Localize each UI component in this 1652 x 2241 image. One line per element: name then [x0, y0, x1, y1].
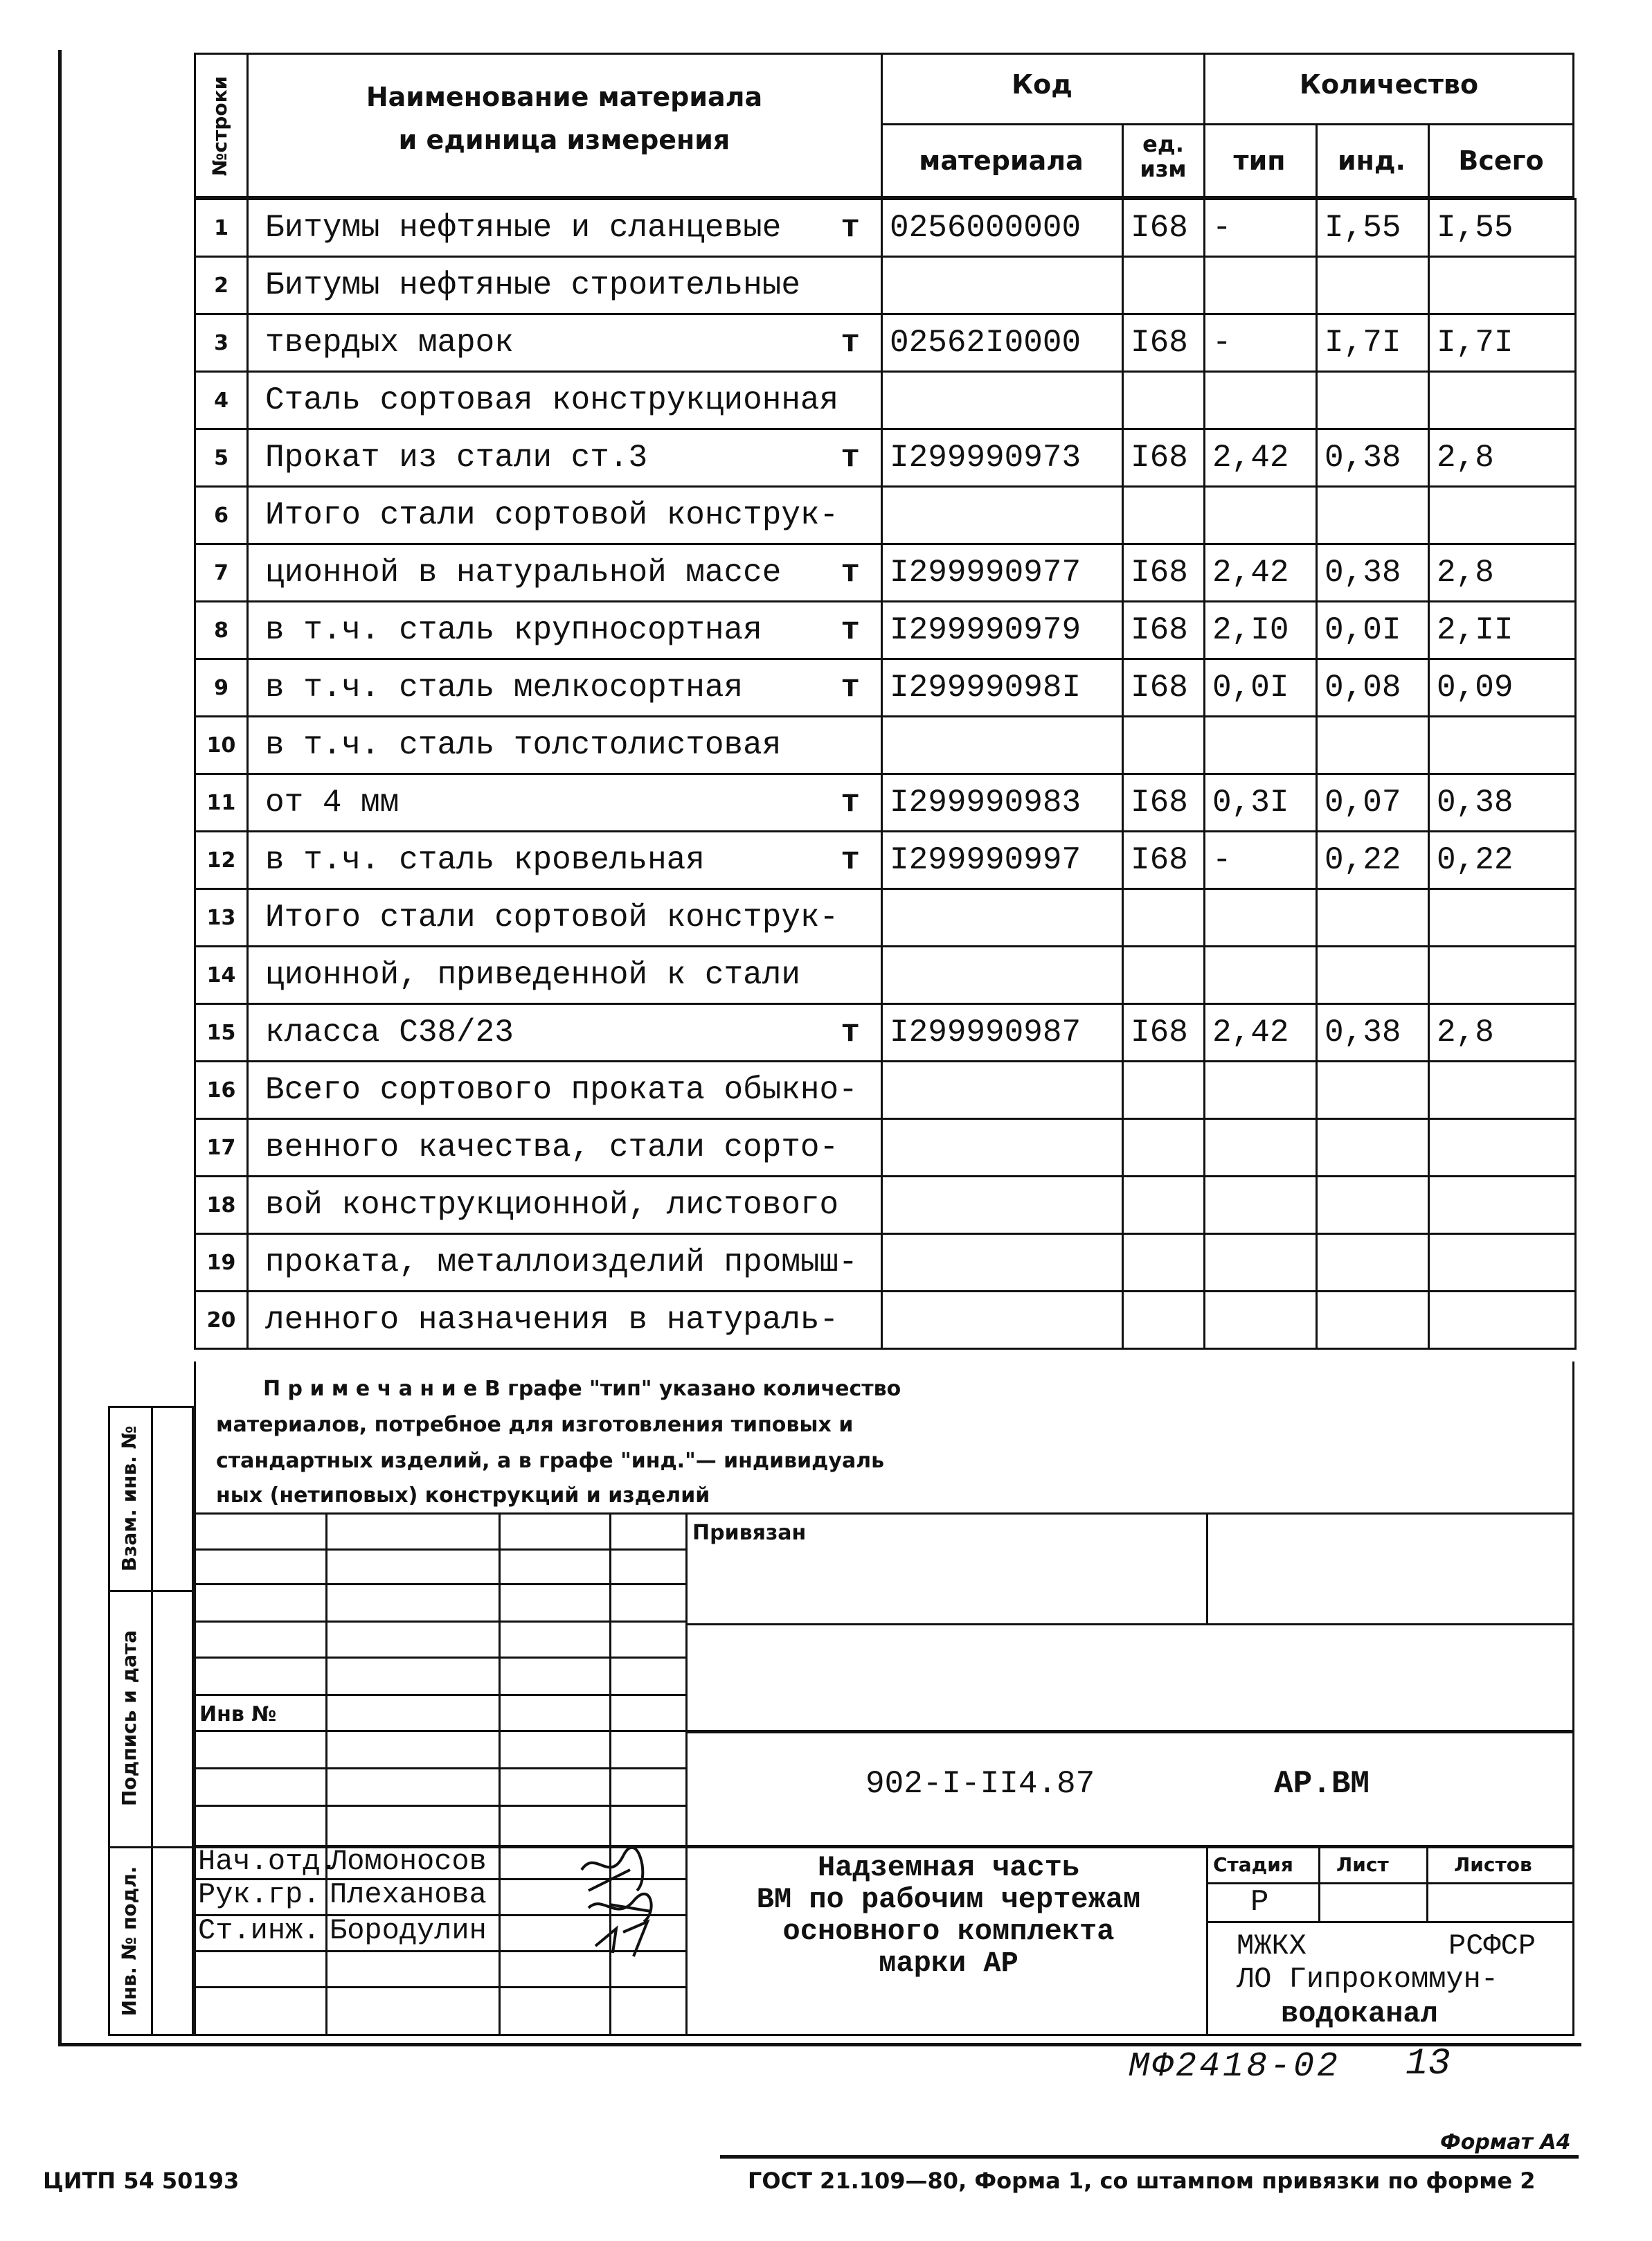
table-row	[195, 199, 1576, 257]
qty-ind-header: инд.	[1337, 145, 1406, 176]
unit-mark: т	[841, 210, 860, 246]
note-line4: ных (нетиповых) конструкций и изделий	[216, 1483, 710, 1508]
qty-total-cell	[1429, 1062, 1576, 1119]
material-name-cell	[248, 717, 882, 774]
qty-type-cell	[1205, 717, 1317, 774]
unit-code-cell	[1123, 372, 1205, 429]
material-name: проката, металлоизделий промыш-	[265, 1244, 858, 1280]
doc-code: 902-I-II4.87	[865, 1766, 1095, 1802]
qty-ind-cell: 0,38	[1317, 1004, 1429, 1062]
unit-code-cell: I68	[1123, 1004, 1205, 1062]
qty-ind-cell: 0,38	[1317, 429, 1429, 487]
qty-total-cell: 2,8	[1429, 1004, 1576, 1062]
table-row	[195, 1234, 1576, 1292]
qty-type-cell	[1205, 487, 1317, 544]
qty-total-cell	[1429, 372, 1576, 429]
material-code-cell	[882, 257, 1123, 314]
qty-type-cell	[1205, 1062, 1317, 1119]
doc-mark: АР.ВМ	[1274, 1766, 1370, 1802]
privyazan-label: Привязан	[692, 1521, 807, 1545]
doc-title	[692, 1852, 1205, 1979]
materials-table	[194, 198, 1577, 1350]
material-code-cell	[882, 1062, 1123, 1119]
material-code-cell	[882, 1177, 1123, 1234]
qty-type-cell: -	[1205, 832, 1317, 889]
material-name: в т.ч. сталь крупносортная	[265, 612, 762, 648]
qty-ind-cell	[1317, 1062, 1429, 1119]
qty-ind-cell	[1317, 947, 1429, 1004]
qty-total-cell	[1429, 1234, 1576, 1292]
material-name: Сталь сортовая конструкционная	[265, 382, 839, 418]
qty-total-cell: 2,8	[1429, 544, 1576, 602]
row-number-cell: 14	[195, 947, 248, 1004]
table-row	[195, 429, 1576, 487]
material-name-cell	[248, 602, 882, 659]
qty-type-cell: -	[1205, 314, 1317, 372]
row-number-cell: 11	[195, 774, 248, 832]
qty-total-cell: I,7I	[1429, 314, 1576, 372]
unit-mark: т	[841, 785, 860, 821]
org-name-line2: водоканал	[1281, 1997, 1438, 2030]
material-name: в т.ч. сталь мелкосортная	[265, 670, 744, 706]
side-label-podpis: Подпись и дата	[118, 1630, 141, 1807]
archive-number: МФ2418-02	[1129, 2047, 1341, 2087]
row-number-cell: 6	[195, 487, 248, 544]
material-code-cell	[882, 1119, 1123, 1177]
material-name: ленного назначения в натураль-	[265, 1302, 839, 1338]
unit-mark: т	[841, 440, 860, 476]
qty-ind-cell	[1317, 372, 1429, 429]
material-name: вой конструкционной, листового	[265, 1187, 839, 1223]
unit-code-cell	[1123, 889, 1205, 947]
table-row	[195, 889, 1576, 947]
qty-total-cell: 0,22	[1429, 832, 1576, 889]
material-name-cell	[248, 659, 882, 717]
qty-type-cell: 0,3I	[1205, 774, 1317, 832]
unit-code-cell	[1123, 1177, 1205, 1234]
doc-title-line4: марки АР	[879, 1947, 1018, 1980]
material-name-cell	[248, 832, 882, 889]
unit-code-cell	[1123, 947, 1205, 1004]
qty-type-cell	[1205, 1177, 1317, 1234]
qty-type-cell: 2,42	[1205, 1004, 1317, 1062]
unit-mark: т	[841, 1015, 860, 1051]
material-code-cell: I29999098I	[882, 659, 1123, 717]
qty-type-cell	[1205, 947, 1317, 1004]
table-row	[195, 1004, 1576, 1062]
unit-mark: т	[841, 612, 860, 648]
unit-code-cell: I68	[1123, 659, 1205, 717]
note-line3: стандартных изделий, а в графе "инд."— индивидуаль	[216, 1449, 885, 1473]
qty-total-cell	[1429, 889, 1576, 947]
unit-code-cell	[1123, 717, 1205, 774]
table-row	[195, 257, 1576, 314]
stage-label: Стадия	[1213, 1853, 1293, 1876]
table-row	[195, 602, 1576, 659]
material-name: твердых марок	[265, 325, 514, 361]
table-row	[195, 372, 1576, 429]
qty-ind-cell: 0,07	[1317, 774, 1429, 832]
doc-title-line2: ВМ по рабочим чертежам	[756, 1883, 1141, 1916]
material-name: в т.ч. сталь кровельная	[265, 842, 705, 878]
qty-total-cell: 2,II	[1429, 602, 1576, 659]
left-binding-line	[58, 50, 62, 2044]
row-number-cell: 9	[195, 659, 248, 717]
code-unit-header: ед. изм	[1140, 131, 1187, 182]
unit-code-cell	[1123, 1062, 1205, 1119]
sheets-label: Листов	[1454, 1853, 1532, 1876]
row-number-cell: 4	[195, 372, 248, 429]
material-name-cell	[248, 1234, 882, 1292]
qty-ind-cell	[1317, 889, 1429, 947]
org-ministry: МЖКХ	[1237, 1929, 1307, 1963]
bottom-frame-line	[58, 2043, 1581, 2046]
material-name: Всего сортового проката обыкно-	[265, 1072, 858, 1108]
qty-total-cell	[1429, 1292, 1576, 1349]
qty-total-cell: 0,38	[1429, 774, 1576, 832]
qty-type-cell	[1205, 257, 1317, 314]
row-number-cell: 13	[195, 889, 248, 947]
table-row	[195, 774, 1576, 832]
qty-total-cell	[1429, 487, 1576, 544]
table-row	[195, 487, 1576, 544]
signature-marks	[568, 1842, 692, 1967]
qty-type-cell	[1205, 372, 1317, 429]
material-name: ционной в натуральной массе	[265, 555, 782, 591]
stage-value: Р	[1250, 1885, 1269, 1920]
qty-total-cell: 2,8	[1429, 429, 1576, 487]
row-number-cell: 5	[195, 429, 248, 487]
signer-role: Нач.отд.	[198, 1845, 338, 1878]
side-label-vzam: Взам. инв. №	[118, 1425, 141, 1572]
row-number-cell: 15	[195, 1004, 248, 1062]
org-name-line1: ЛО Гипрокоммун-	[1237, 1963, 1499, 1996]
signer-role: Рук.гр.	[198, 1878, 321, 1911]
qty-ind-cell	[1317, 257, 1429, 314]
material-code-cell	[882, 947, 1123, 1004]
side-label-inv-podl: Инв. № подл.	[118, 1866, 141, 2017]
material-name: Итого стали сортовой конструк-	[265, 900, 839, 936]
table-row	[195, 1177, 1576, 1234]
material-code-cell: I299990983	[882, 774, 1123, 832]
qty-type-cell	[1205, 1292, 1317, 1349]
qty-ind-cell	[1317, 1234, 1429, 1292]
material-name: от 4 мм	[265, 785, 399, 821]
qty-type-cell	[1205, 1119, 1317, 1177]
qty-ind-cell: 0,38	[1317, 544, 1429, 602]
row-number-cell: 1	[195, 199, 248, 257]
material-name: венного качества, стали сорто-	[265, 1130, 839, 1166]
note-line1: П р и м е ч а н и е В графе "тип" указано количество	[263, 1377, 901, 1401]
table-row	[195, 1119, 1576, 1177]
qty-total-cell	[1429, 1119, 1576, 1177]
org-republic: РСФСР	[1448, 1929, 1536, 1963]
row-number-cell: 7	[195, 544, 248, 602]
inv-no-label: Инв №	[199, 1702, 277, 1726]
row-number-header: №строки	[208, 75, 231, 177]
material-name: в т.ч. сталь толстолистовая	[265, 727, 782, 763]
material-code-cell: I299990997	[882, 832, 1123, 889]
unit-code-cell: I68	[1123, 199, 1205, 257]
qty-type-cell	[1205, 1234, 1317, 1292]
unit-code-cell	[1123, 1292, 1205, 1349]
qty-ind-cell: I,7I	[1317, 314, 1429, 372]
material-name-cell	[248, 199, 882, 257]
name-header-line2: и единица измерения	[398, 125, 730, 155]
qty-ind-cell: I,55	[1317, 199, 1429, 257]
qty-type-cell: 2,42	[1205, 544, 1317, 602]
qty-type-cell: 2,I0	[1205, 602, 1317, 659]
material-code-cell: 0256000000	[882, 199, 1123, 257]
unit-code-cell	[1123, 487, 1205, 544]
material-code-cell: I299990987	[882, 1004, 1123, 1062]
material-name-cell	[248, 774, 882, 832]
qty-ind-cell	[1317, 1292, 1429, 1349]
quantity-header: Количество	[1299, 69, 1479, 100]
material-code-cell	[882, 487, 1123, 544]
code-material-header: материала	[919, 145, 1084, 176]
material-name-cell	[248, 947, 882, 1004]
unit-mark: т	[841, 842, 860, 878]
row-number-cell: 8	[195, 602, 248, 659]
unit-code-cell	[1123, 1234, 1205, 1292]
material-name-cell	[248, 314, 882, 372]
qty-total-cell	[1429, 717, 1576, 774]
table-row	[195, 947, 1576, 1004]
note-line2: материалов, потребное для изготовления типовых и	[216, 1413, 854, 1437]
doc-title-line1: Надземная часть	[817, 1851, 1080, 1884]
material-name-cell	[248, 429, 882, 487]
qty-type-header: тип	[1233, 145, 1286, 176]
material-code-cell: I299990973	[882, 429, 1123, 487]
format-label: Формат А4	[1440, 2130, 1571, 2154]
material-code-cell	[882, 1234, 1123, 1292]
qty-ind-cell	[1317, 717, 1429, 774]
table-row	[195, 1062, 1576, 1119]
sheet-label: Лист	[1336, 1853, 1389, 1876]
row-number-cell: 20	[195, 1292, 248, 1349]
material-code-cell	[882, 1292, 1123, 1349]
material-name-cell	[248, 1062, 882, 1119]
qty-ind-cell	[1317, 1119, 1429, 1177]
row-number-cell: 2	[195, 257, 248, 314]
gost-label: ГОСТ 21.109—80, Форма 1, со штампом привязки по форме 2	[748, 2168, 1536, 2194]
signer-role: Ст.инж.	[198, 1914, 321, 1947]
table-row	[195, 717, 1576, 774]
unit-code-cell: I68	[1123, 429, 1205, 487]
qty-ind-cell: 0,22	[1317, 832, 1429, 889]
material-code-cell: I299990979	[882, 602, 1123, 659]
material-name: ционной, приведенной к стали	[265, 957, 800, 993]
qty-type-cell: 0,0I	[1205, 659, 1317, 717]
material-code-cell	[882, 889, 1123, 947]
qty-total-cell: 0,09	[1429, 659, 1576, 717]
qty-total-cell	[1429, 947, 1576, 1004]
material-name-cell	[248, 257, 882, 314]
signer-name: Ломоносов	[330, 1845, 487, 1878]
unit-code-cell	[1123, 1119, 1205, 1177]
unit-code-cell: I68	[1123, 602, 1205, 659]
material-name-cell	[248, 544, 882, 602]
qty-type-cell: 2,42	[1205, 429, 1317, 487]
footer-left: ЦИТП 54 50193	[43, 2168, 240, 2194]
material-name-cell	[248, 1177, 882, 1234]
material-name-cell	[248, 487, 882, 544]
unit-code-cell: I68	[1123, 314, 1205, 372]
unit-mark: т	[841, 325, 860, 361]
material-code-cell	[882, 372, 1123, 429]
material-name-cell	[248, 1004, 882, 1062]
row-number-cell: 12	[195, 832, 248, 889]
row-number-cell: 10	[195, 717, 248, 774]
unit-mark: т	[841, 670, 860, 706]
material-name: Итого стали сортовой конструк-	[265, 497, 839, 533]
table-row	[195, 1292, 1576, 1349]
material-name-cell	[248, 372, 882, 429]
unit-mark: т	[841, 555, 860, 591]
material-name: класса С38/23	[265, 1015, 514, 1051]
qty-total-header: Всего	[1458, 145, 1544, 176]
material-name: Прокат из стали ст.3	[265, 440, 648, 476]
table-row	[195, 544, 1576, 602]
material-name: Битумы нефтяные и сланцевые	[265, 210, 782, 246]
qty-ind-cell	[1317, 487, 1429, 544]
material-name: Битумы нефтяные строительные	[265, 267, 800, 303]
unit-code-cell: I68	[1123, 544, 1205, 602]
qty-type-cell: -	[1205, 199, 1317, 257]
qty-total-cell	[1429, 257, 1576, 314]
unit-code-cell: I68	[1123, 832, 1205, 889]
material-name-cell	[248, 1292, 882, 1349]
material-name-cell	[248, 889, 882, 947]
page-number: 13	[1406, 2043, 1451, 2085]
qty-type-cell	[1205, 889, 1317, 947]
material-code-cell: I299990977	[882, 544, 1123, 602]
qty-ind-cell: 0,0I	[1317, 602, 1429, 659]
row-number-cell: 17	[195, 1119, 248, 1177]
signer-name: Бородулин	[330, 1914, 487, 1947]
row-number-cell: 18	[195, 1177, 248, 1234]
table-row	[195, 314, 1576, 372]
qty-total-cell: I,55	[1429, 199, 1576, 257]
qty-ind-cell: 0,08	[1317, 659, 1429, 717]
table-row	[195, 832, 1576, 889]
material-code-cell	[882, 717, 1123, 774]
row-number-cell: 3	[195, 314, 248, 372]
qty-total-cell	[1429, 1177, 1576, 1234]
unit-code-cell	[1123, 257, 1205, 314]
qty-ind-cell	[1317, 1177, 1429, 1234]
name-header-line1: Наименование материала	[366, 82, 763, 112]
row-number-cell: 19	[195, 1234, 248, 1292]
table-row	[195, 659, 1576, 717]
unit-code-cell: I68	[1123, 774, 1205, 832]
material-name-cell	[248, 1119, 882, 1177]
code-header: Код	[1012, 69, 1072, 100]
row-number-cell: 16	[195, 1062, 248, 1119]
material-code-cell: 02562I0000	[882, 314, 1123, 372]
signer-name: Плеханова	[330, 1878, 487, 1911]
doc-title-line3: основного комплекта	[782, 1915, 1115, 1948]
